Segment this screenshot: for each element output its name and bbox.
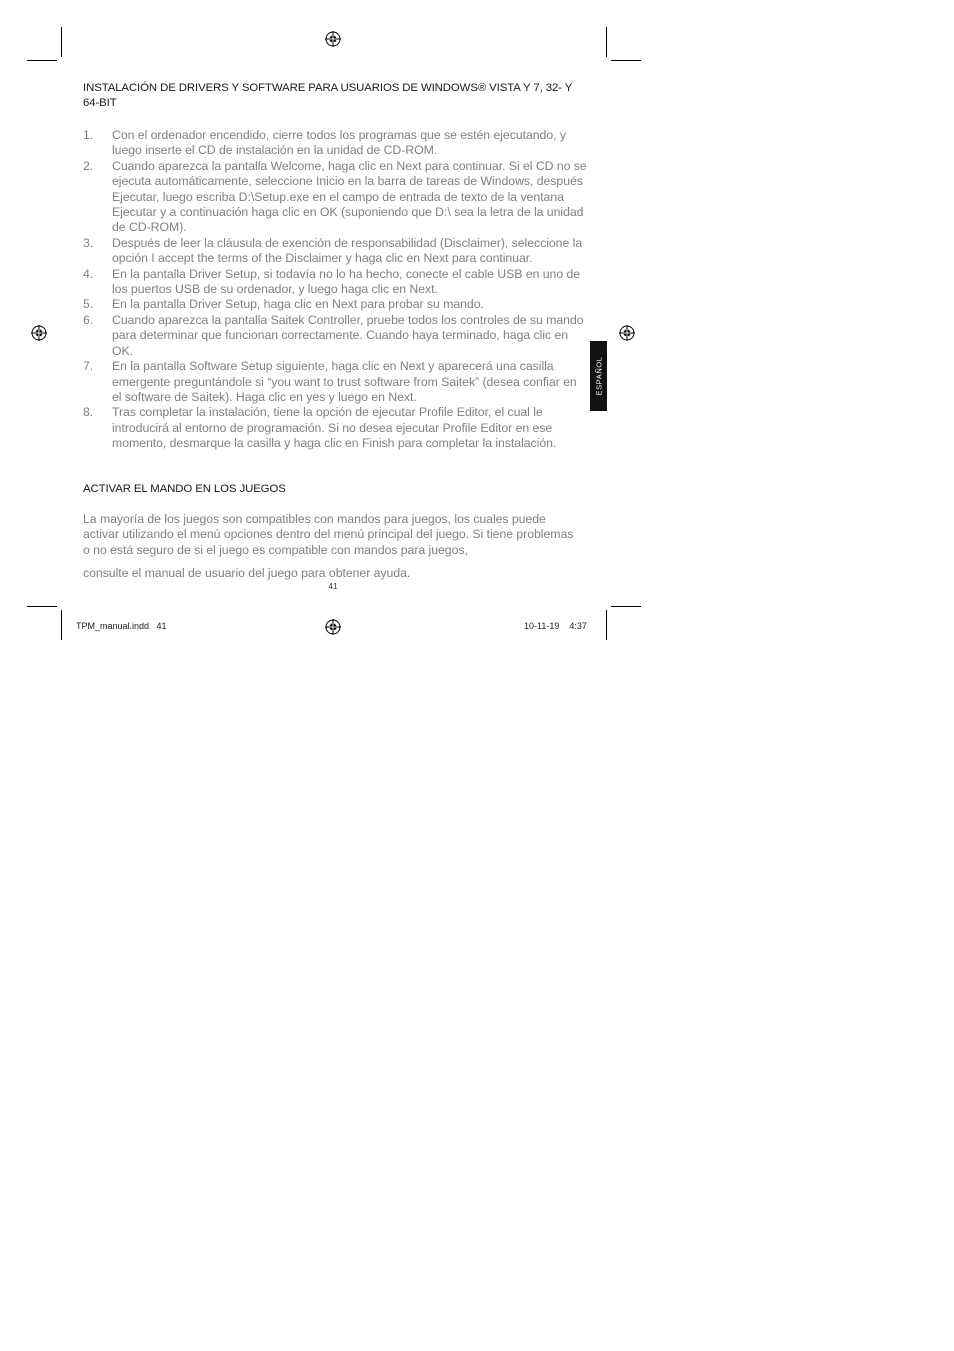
page-number: 41 xyxy=(328,582,338,591)
list-item xyxy=(83,405,588,451)
step-number: 2. xyxy=(83,158,94,173)
crop-mark-top-left-h xyxy=(27,60,57,61)
step-text: En la pantalla Software Setup siguiente, haga clic en Next y aparecerá una casilla emergente preguntándole si “you want to trust software from Saitek” (desea confiar en el software de Saitek). Haga clic en yes y luego en Next. xyxy=(112,359,577,404)
registration-mark-icon xyxy=(31,325,47,341)
registration-mark-icon xyxy=(325,619,341,635)
list-item xyxy=(83,128,588,159)
step-number: 8. xyxy=(83,405,94,420)
language-side-tab xyxy=(590,341,607,411)
slug-file-info: TPM_manual.indd 41 xyxy=(76,621,167,631)
step-text: Con el ordenador encendido, cierre todos los programas que se estén ejecutando, y luego inserte el CD de instalación en la unidad de CD-ROM. xyxy=(112,128,566,158)
step-text: En la pantalla Driver Setup, si todavía no lo ha hecho, conecte el cable USB en uno de los puertos USB de su ordenador, y luego haga clic en Next. xyxy=(112,266,581,297)
list-item xyxy=(83,267,588,298)
activate-paragraph-continued: consulte el manual de usuario del juego para obtener ayuda. xyxy=(83,566,411,580)
list-item xyxy=(83,159,588,236)
install-steps-list xyxy=(83,128,588,452)
slug-date-info: 10-11-19 4:37 xyxy=(524,621,587,631)
crop-mark-bottom-right-v xyxy=(606,610,607,640)
crop-mark-top-right-v xyxy=(606,27,607,57)
step-number: 5. xyxy=(83,297,94,312)
step-text: Cuando aparezca la pantalla Saitek Controller, pruebe todos los controles de su mando para determinar que funcionan correctamente. Cuando haya terminado, haga clic en OK. xyxy=(112,312,584,358)
step-number: 3. xyxy=(83,235,94,250)
step-number: 7. xyxy=(83,359,94,374)
crop-mark-bottom-left-v xyxy=(61,610,62,640)
list-item xyxy=(83,297,588,312)
crop-mark-top-right-h xyxy=(611,60,641,61)
list-item xyxy=(83,313,588,359)
step-text: En la pantalla Driver Setup, haga clic en Next para probar su mando. xyxy=(112,297,484,312)
step-number: 6. xyxy=(83,312,94,327)
list-item xyxy=(83,236,588,267)
step-text: Tras completar la instalación, tiene la opción de ejecutar Profile Editor, el cual le introducirá al entorno de programación. Si no desea ejecutar Profile Editor en ese momento, desmarque la casilla y haga clic en Finish para completar la instalación. xyxy=(112,405,557,451)
step-text: Después de leer la cláusula de exención de responsabilidad (Disclaimer), seleccione la opción I accept the terms of the Disclaimer y haga clic en Next para continuar. xyxy=(112,235,583,266)
section-heading-activate: ACTIVAR EL MANDO EN LOS JUEGOS xyxy=(83,483,286,495)
registration-mark-icon xyxy=(619,325,635,341)
language-side-tab-label: ESPAÑOL xyxy=(594,356,603,396)
step-number: 1. xyxy=(83,128,94,142)
crop-mark-bottom-left-h xyxy=(27,606,57,607)
list-item xyxy=(83,359,588,405)
step-number: 4. xyxy=(83,266,94,281)
crop-mark-top-left-v xyxy=(61,27,62,57)
step-text: Cuando aparezca la pantalla Welcome, haga clic en Next para continuar. Si el CD no se ejecuta automáticamente, seleccione Inicio en la barra de tareas de Windows, después Ejecutar, luego escriba D:\Setup.exe en el campo de entrada de texto de la ventana Ejecutar y a continuación haga clic en OK (suponiendo que D:\ sea la letra de la unidad de CD-ROM). xyxy=(112,158,587,235)
activate-paragraph: La mayoría de los juegos son compatibles con mandos para juegos, los cuales puede activar utilizando el menú opciones dentro del menú principal del juego. Si tiene problemas o no está seguro de si el juego es compatible con mandos para juegos, xyxy=(83,512,574,557)
section-heading-install: INSTALACIÓN DE DRIVERS Y SOFTWARE PARA USUARIOS DE WINDOWS® VISTA Y 7, 32- Y 64-BIT xyxy=(83,82,573,109)
registration-mark-icon xyxy=(325,31,341,47)
crop-mark-bottom-right-h xyxy=(611,606,641,607)
